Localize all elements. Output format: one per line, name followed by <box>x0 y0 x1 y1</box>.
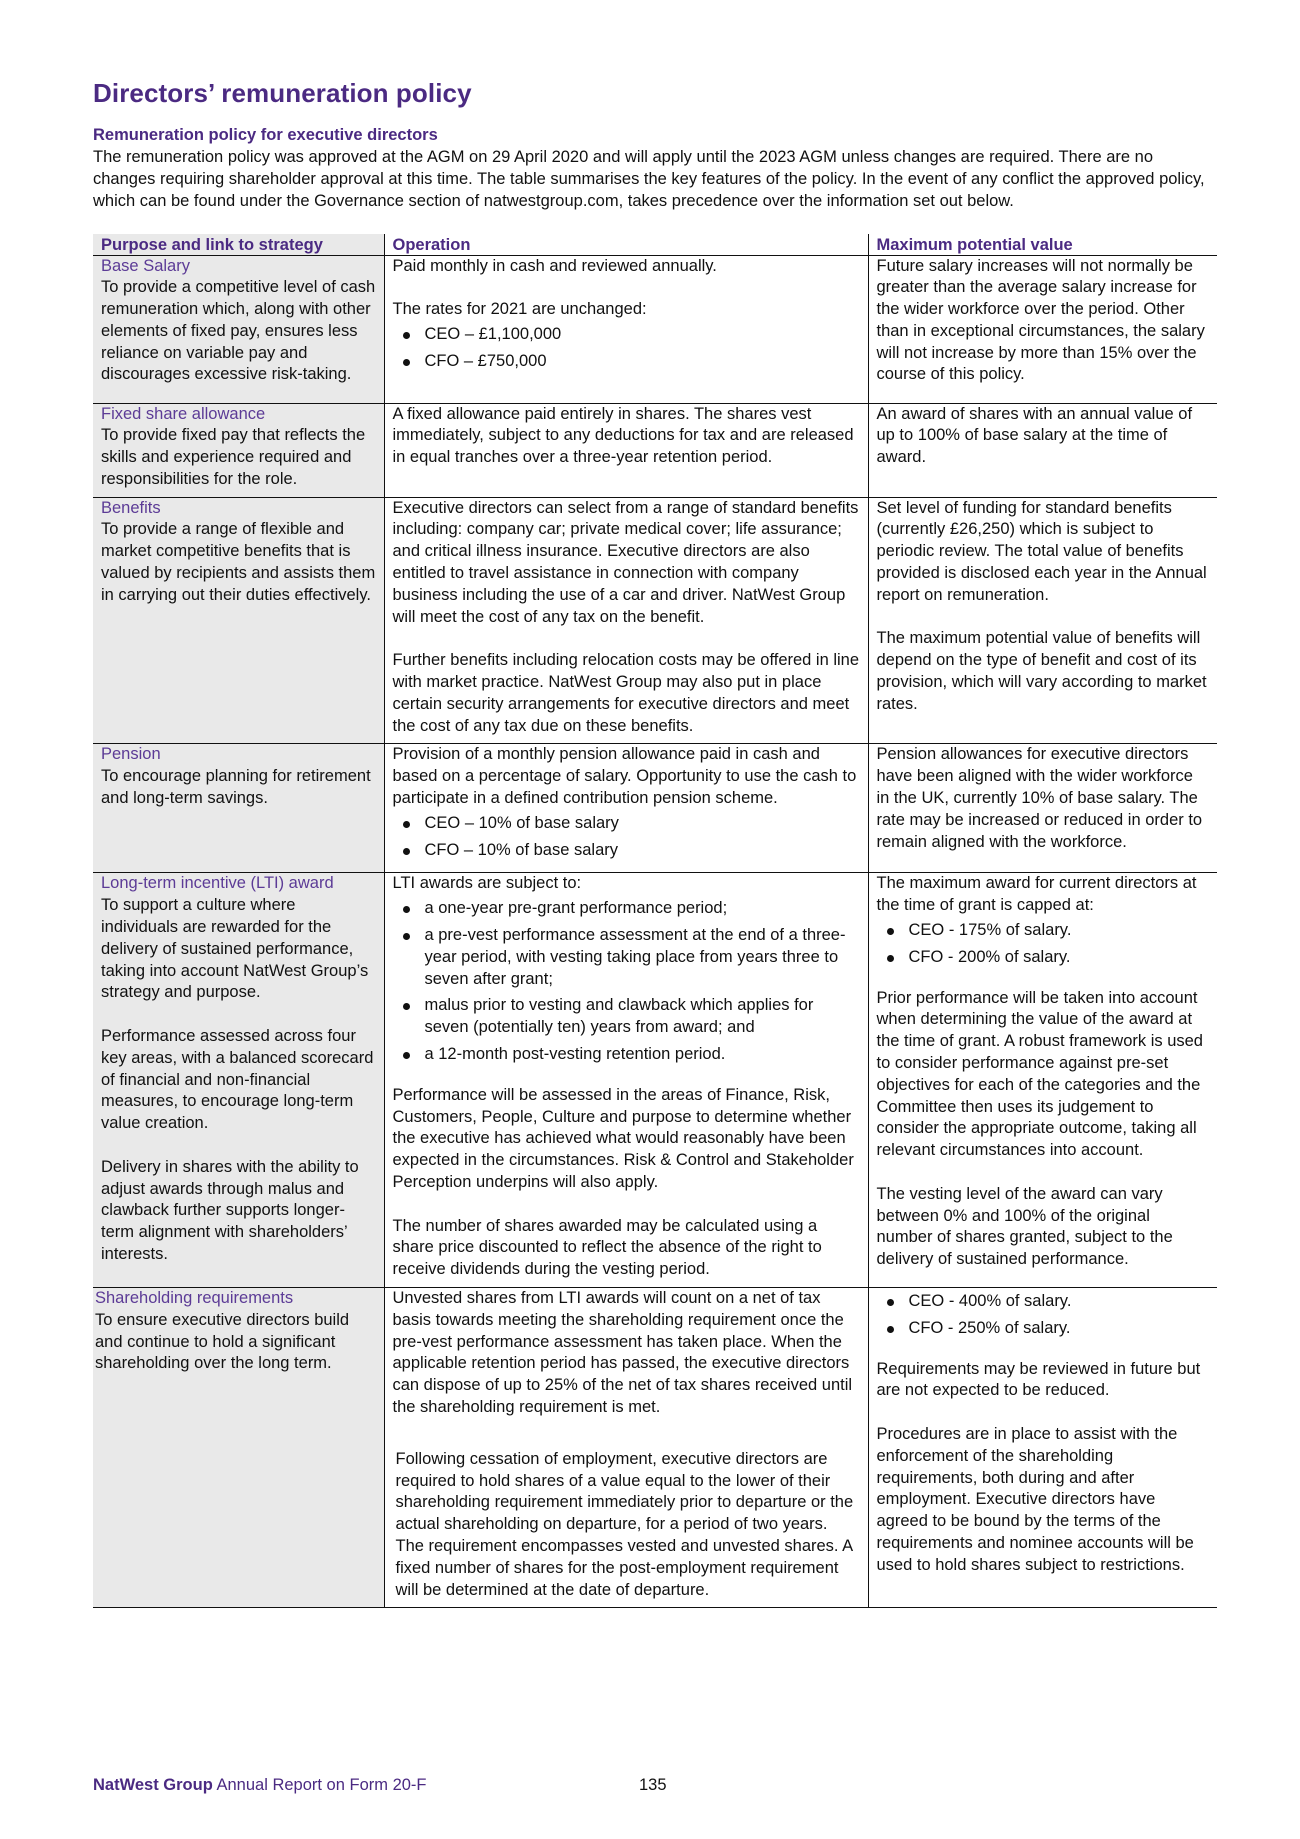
maximum-text: Future salary increases will not normally be greater than the average salary increase for the wider workforce over the period. Other than in exceptional circumstances, the salary will not increase by more than 15% over the course of this policy. <box>876 256 1205 384</box>
maximum-text: The maximum potential value of benefits will depend on the type of benefit and cost of its provision, which will vary according to market rates. <box>876 629 1207 713</box>
header-maximum: Maximum potential value <box>868 234 1217 255</box>
section-name: Long-term incentive (LTI) award <box>101 874 334 893</box>
purpose-cell <box>93 497 384 744</box>
purpose-cell <box>93 403 384 497</box>
list-item: CEO - 400% of salary. <box>877 1291 1210 1313</box>
maximum-bullet-list <box>877 920 1210 969</box>
purpose-text: To provide fixed pay that reflects the skills and experience required and responsibilities for the role. <box>101 426 366 488</box>
footer-brand: NatWest Group <box>93 1776 213 1794</box>
page-number: 135 <box>639 1776 667 1794</box>
purpose-text: Delivery in shares with the ability to adjust awards through malus and clawback further supports longer-term alignment with shareholders’ interests. <box>101 1157 359 1263</box>
table-row-benefits <box>93 497 1217 744</box>
list-item: malus prior to vesting and clawback which applies for seven (potentially ten) years from award; and <box>393 995 860 1039</box>
operation-cell <box>384 255 868 403</box>
operation-cell <box>384 873 868 1288</box>
maximum-cell <box>868 255 1217 403</box>
operation-bullet-list <box>393 898 860 1066</box>
operation-cell <box>384 744 868 873</box>
maximum-text: Prior performance will be taken into account when determining the value of the award at the time of grant. A robust framework is used to consider performance against pre-set objectives for each of the categories and the Committee then uses its judgement to consider the appropriate outcome, taking all relevant circumstances into account. <box>876 988 1203 1160</box>
purpose-text: Performance assessed across four key areas, with a balanced scorecard of financial and non-financial measures, to encourage long-term value creation. <box>101 1027 374 1133</box>
purpose-cell <box>93 873 384 1288</box>
maximum-text: Set level of funding for standard benefits (currently £26,250) which is subject to periodic review. The total value of benefits provided is disclosed each year in the Annual report on remuneration. <box>876 498 1207 604</box>
operation-text: Performance will be assessed in the areas of Finance, Risk, Customers, People, Culture and purpose to determine whether the executive has achieved what would reasonably have been expected in the circumstances. Risk & Control and Stakeholder Perception underpins will also apply. <box>392 1085 854 1191</box>
policy-table <box>93 234 1217 1608</box>
operation-bullet-list <box>393 324 860 373</box>
operation-text: Unvested shares from LTI awards will count on a net of tax basis towards meeting the shareholding requirement once the pre-vest performance assessment has taken place. When the applicable retention period has passed, the executive directors can dispose of up to 25% of the net of tax shares received until the shareholding requirement is met. <box>392 1288 853 1416</box>
maximum-cell <box>868 873 1217 1288</box>
section-name: Fixed share allowance <box>101 404 266 423</box>
operation-text: Executive directors can select from a range of standard benefits including: company car; private medical cover; life assurance; and critical illness insurance. Executive directors are also entitled to travel assistance in connection with company business including the use of a car and driver. NatWest Group will meet the cost of any tax on the benefit. <box>392 498 859 626</box>
list-item: CFO - 200% of salary. <box>877 947 1210 969</box>
maximum-cell <box>868 744 1217 873</box>
purpose-text: To provide a competitive level of cash remuneration which, along with other elements of fixed pay, ensures less reliance on variable pay and discourages excessive risk-taking. <box>101 278 376 384</box>
table-row-lti-award <box>93 873 1217 1288</box>
purpose-cell <box>93 1287 384 1607</box>
purpose-text: To encourage planning for retirement and long-term savings. <box>101 767 371 808</box>
purpose-cell <box>93 255 384 403</box>
table-row-fixed-share-allowance <box>93 403 1217 497</box>
maximum-text: Procedures are in place to assist with the enforcement of the shareholding requirements, both during and after employment. Executive directors have agreed to be bound by the terms of the requirements and nominee accounts will be used to hold shares subject to restrictions. <box>876 1424 1194 1574</box>
operation-text: Provision of a monthly pension allowance paid in cash and based on a percentage of salary. Opportunity to use the cash to participate in a defined contribution pension scheme. <box>392 745 857 808</box>
operation-text: A fixed allowance paid entirely in shares. The shares vest immediately, subject to any deductions for tax and are released in equal tranches over a three-year retention period. <box>392 404 854 467</box>
purpose-text: To provide a range of flexible and market competitive benefits that is valued by recipients and assists them in carrying out their duties effectively. <box>101 520 376 604</box>
list-item: CFO - 250% of salary. <box>877 1318 1210 1340</box>
maximum-cell <box>868 497 1217 744</box>
operation-text: Following cessation of employment, executive directors are required to hold shares of a value equal to the lower of their shareholding requirement immediately prior to departure or the actual shareholding on departure, for a period of two years. The requirement encompasses vested and unvested shares. A fixed number of shares for the post-employment requirement will be determined at the date of departure. <box>395 1449 854 1599</box>
table-row-shareholding-requirements <box>93 1287 1217 1607</box>
operation-text: LTI awards are subject to: <box>392 874 582 893</box>
operation-text: The number of shares awarded may be calculated using a share price discounted to reflect the absence of the right to receive dividends during the vesting period. <box>392 1216 822 1279</box>
page-title: Directors’ remuneration policy <box>93 78 472 108</box>
operation-cell <box>384 497 868 744</box>
section-name: Pension <box>101 745 161 764</box>
purpose-text: To ensure executive directors build and continue to hold a significant shareholding over the long term. <box>95 1310 350 1373</box>
maximum-bullet-list <box>877 1291 1210 1340</box>
list-item: CEO - 175% of salary. <box>877 920 1210 942</box>
maximum-text: Pension allowances for executive directors have been aligned with the wider workforce in the UK, currently 10% of base salary. The rate may be increased or reduced in order to remain aligned with the workforce. <box>876 745 1203 851</box>
list-item: a one-year pre-grant performance period; <box>393 898 860 920</box>
list-item: CFO – 10% of base salary <box>393 840 860 862</box>
purpose-text: To support a culture where individuals are rewarded for the delivery of sustained performance, taking into account NatWest Group’s strategy and purpose. <box>101 896 369 1002</box>
list-item: a pre-vest performance assessment at the end of a three-year period, with vesting taking place from years three to seven after grant; <box>393 925 860 990</box>
footer-report-title <box>93 1776 427 1795</box>
list-item: CEO – £1,100,000 <box>393 324 860 346</box>
list-item: CFO – £750,000 <box>393 351 860 373</box>
section-name: Shareholding requirements <box>95 1288 294 1307</box>
section-name: Base Salary <box>101 256 190 275</box>
table-row-pension <box>93 744 1217 873</box>
table-row-base-salary <box>93 255 1217 403</box>
operation-text: Paid monthly in cash and reviewed annually. <box>392 256 717 275</box>
maximum-cell <box>868 403 1217 497</box>
page-subtitle: Remuneration policy for executive directors <box>93 126 438 144</box>
operation-text: Further benefits including relocation costs may be offered in line with market practice. NatWest Group may also put in place certain security arrangements for executive directors and meet the cost of any tax due on these benefits. <box>392 651 860 735</box>
purpose-cell <box>93 744 384 873</box>
header-operation: Operation <box>384 234 868 255</box>
maximum-text: The maximum award for current directors at the time of grant is capped at: <box>876 874 1197 915</box>
maximum-text: The vesting level of the award can vary between 0% and 100% of the original number of shares granted, subject to the delivery of sustained performance. <box>876 1184 1173 1269</box>
maximum-text: Requirements may be reviewed in future but are not expected to be reduced. <box>876 1359 1201 1400</box>
header-purpose: Purpose and link to strategy <box>93 234 384 255</box>
table-header-row <box>93 234 1217 255</box>
operation-text: The rates for 2021 are unchanged: <box>392 300 647 319</box>
section-name: Benefits <box>101 498 161 517</box>
intro-paragraph: The remuneration policy was approved at the AGM on 29 April 2020 and will apply until the 2023 AGM unless changes are required. There are no changes requiring shareholder approval at this time. The table summarises the key features of the policy. In the event of any conflict the approved policy, which can be found under the Governance section of natwestgroup.com, takes precedence over the information set out below. <box>93 148 1205 210</box>
list-item: CEO – 10% of base salary <box>393 813 860 835</box>
maximum-cell <box>868 1287 1217 1607</box>
operation-cell <box>384 403 868 497</box>
list-item: a 12-month post-vesting retention period. <box>393 1044 860 1066</box>
operation-cell <box>384 1287 868 1607</box>
footer-report: Annual Report on Form 20-F <box>216 1776 427 1794</box>
operation-bullet-list <box>393 813 860 862</box>
maximum-text: An award of shares with an annual value of up to 100% of base salary at the time of award. <box>876 404 1193 467</box>
